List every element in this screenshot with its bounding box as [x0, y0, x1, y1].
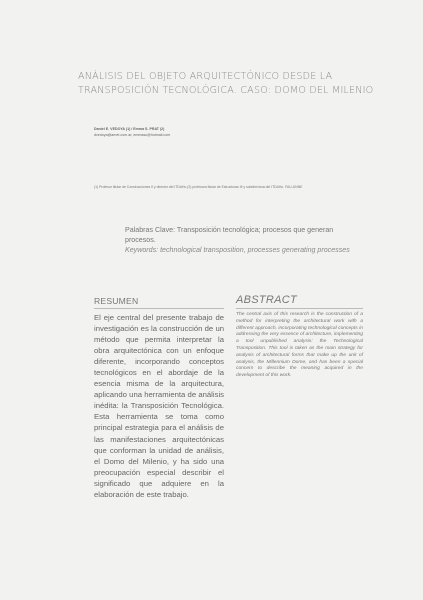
author-affiliation: (1) Profesor titular de Construcciones II y director del ITDAHu (2) profesora titular de Estructuras III y subdirectora del ITDAHu. FAU-UNNE	[94, 185, 303, 189]
abstract-text: The central axis of this research is the construction of a method for interpreting the architectural work with a different approach, incorporating technological concepts in addressing the very essence of architecture, implementing a tool unpublished analysis: the Technological Transposition. This tool is taken as the main strategy for analysis of architectural forms that make up the unit of analysis, the Millennium Dome, and has been a special concern to describe the meaning acquired in the development of this work.	[236, 312, 363, 379]
author-block	[94, 126, 170, 138]
keywords-english: Keywords: technological transposition, processes generating processes	[125, 246, 350, 254]
keywords-block	[125, 225, 365, 255]
resumen-heading: RESUMEN	[94, 296, 139, 306]
author-emails: dvedoya@arnet.com.ar; emmasu@hotmail.com	[94, 133, 171, 137]
resumen-text: El eje central del presente trabajo de investigación es la construcción de un método que permita interpretar la obra arquitectónica con un enfoque diferente, incorporando conceptos tecnológicos en el abordaje de la esencia misma de la arquitectura, aplicando una herramienta de análisis inédita: la Transposición Tecnológica. Esta herramienta se toma como principal estrategia para el análisis de las manifestaciones arquitectónicas que conforman la unidad de análisis, el Domo del Milenio, y ha sido una preocupación especial describir el significado que adquiere en la elaboración de este trabajo.	[94, 313, 224, 499]
abstract-divider	[236, 308, 363, 309]
keywords-spanish: Palabras Clave: Transposición tecnológica; procesos que generan procesos.	[125, 226, 334, 244]
resumen-divider	[94, 308, 224, 309]
abstract-heading: ABSTRACT	[236, 294, 298, 306]
article-title: ANÁLISIS DEL OBJETO ARQUITECTÓNICO DESDE LA TRANSPOSICIÓN TECNOLÓGICA. CASO: DOMO DEL MILENIO	[78, 71, 374, 96]
author-names: Daniel E. VEDOYA (1) / Emma S. PRAT (2)	[94, 127, 165, 131]
